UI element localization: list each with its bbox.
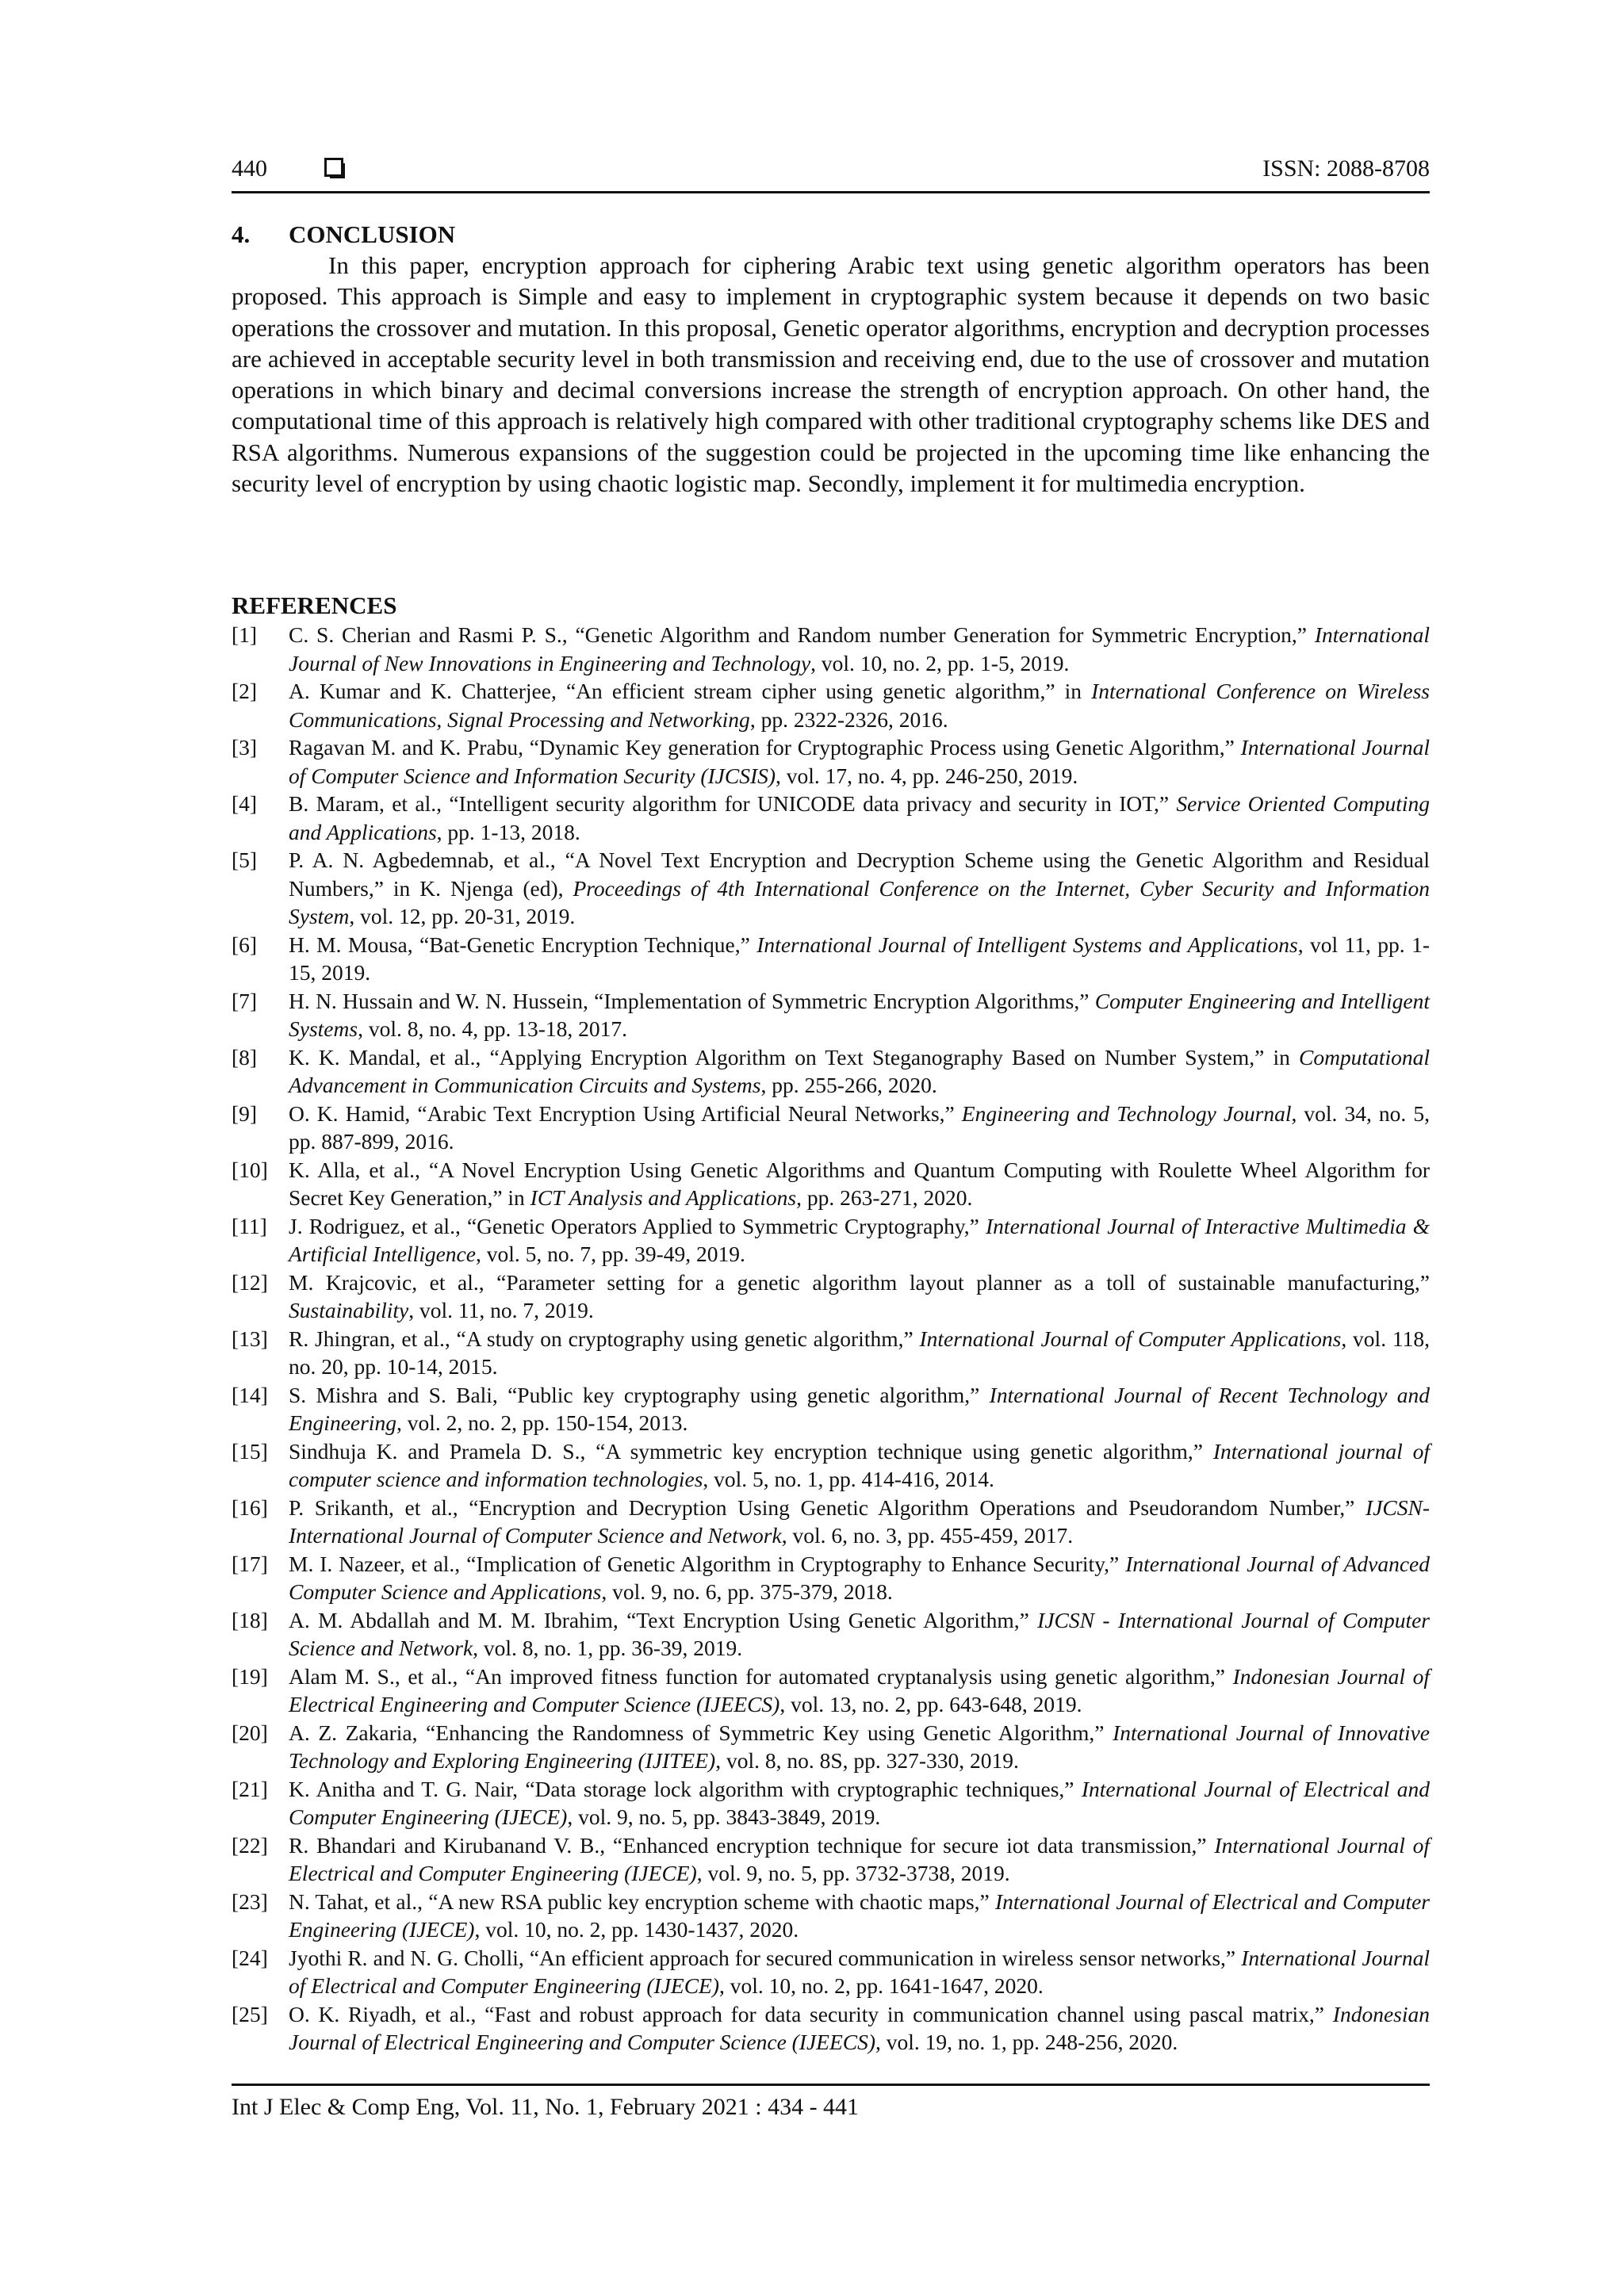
reference-details: , vol. 8, no. 4, pp. 13-18, 2017. bbox=[358, 1016, 628, 1041]
conclusion-section bbox=[232, 220, 1430, 499]
reference-venue: Indonesian Journal of Electrical Engineering and Computer Science (IJEECS) bbox=[289, 1663, 1430, 1716]
reference-number: [4] bbox=[232, 791, 258, 816]
reference-venue: International Journal of Recent Technology and Engineering bbox=[289, 1382, 1431, 1435]
reference-item bbox=[232, 846, 1430, 931]
references-section bbox=[232, 591, 1430, 2057]
reference-venue: International Journal of Electrical and Computer Engineering (IJECE) bbox=[289, 1776, 1430, 1829]
reference-venue: Computational Advancement in Communication Circuits and Systems bbox=[289, 1044, 1430, 1097]
reference-authors-title: P. Srikanth, et al., “Encryption and Decryption Using Genetic Algorithm Operations and Pseudorandom Number,” bbox=[289, 1494, 1366, 1520]
reference-details: , vol. 2, no. 2, pp. 150-154, 2013. bbox=[396, 1410, 688, 1435]
reference-authors-title: C. S. Cherian and Rasmi P. S., “Genetic Algorithm and Random number Generation for Symmetric Encryption,” bbox=[289, 622, 1315, 647]
reference-authors-title: M. Krajcovic, et al., “Parameter setting for a genetic algorithm layout planner as a toll of sustainable manufacturing,” bbox=[289, 1269, 1430, 1295]
reference-text bbox=[289, 1888, 1430, 1944]
reference-item bbox=[232, 1100, 1430, 1156]
footer-citation: Int J Elec & Comp Eng, Vol. 11, No. 1, February 2021 : 434 - 441 bbox=[232, 2094, 860, 2120]
checkbox-square-icon bbox=[324, 158, 343, 177]
reference-text bbox=[289, 1269, 1430, 1325]
reference-authors-title: K. K. Mandal, et al., “Applying Encryption Algorithm on Text Steganography Based on Number System,” in bbox=[289, 1044, 1299, 1070]
reference-details: , vol. 118, no. 20, pp. 10-14, 2015. bbox=[289, 1326, 1430, 1379]
header-issn: ISSN: 2088-8708 bbox=[1262, 155, 1430, 182]
reference-text bbox=[289, 987, 1430, 1043]
reference-venue: Proceedings of 4th International Conference on the Internet, Cyber Security and Information System bbox=[289, 875, 1430, 928]
reference-item bbox=[232, 1381, 1430, 1437]
reference-authors-title: S. Mishra and S. Bali, “Public key cryptography using genetic algorithm,” bbox=[289, 1382, 990, 1407]
reference-item bbox=[232, 1043, 1430, 1100]
reference-details: , vol 11, pp. 1-15, 2019. bbox=[289, 932, 1430, 985]
reference-number: [9] bbox=[232, 1100, 258, 1126]
reference-authors-title: K. Anitha and T. G. Nair, “Data storage lock algorithm with cryptographic techniques,” bbox=[289, 1776, 1082, 1801]
reference-authors-title: R. Bhandari and Kirubanand V. B., “Enhanced encryption technique for secure iot data transmission,” bbox=[289, 1832, 1215, 1858]
reference-number: [10] bbox=[232, 1157, 268, 1182]
reference-item bbox=[232, 1156, 1430, 1212]
reference-text bbox=[289, 1663, 1430, 1719]
reference-text bbox=[289, 1381, 1430, 1437]
references-heading: REFERENCES bbox=[232, 591, 397, 619]
reference-number: [19] bbox=[232, 1663, 268, 1689]
reference-number: [18] bbox=[232, 1607, 268, 1632]
reference-details: , vol. 13, no. 2, pp. 643-648, 2019. bbox=[779, 1692, 1082, 1716]
reference-details: , vol. 9, no. 5, pp. 3732-3738, 2019. bbox=[696, 1861, 1010, 1885]
reference-authors-title: Jyothi R. and N. G. Cholli, “An efficient approach for secured communication in wireless sensor networks,” bbox=[289, 1945, 1242, 1970]
reference-number: [25] bbox=[232, 2001, 268, 2026]
reference-number: [13] bbox=[232, 1326, 268, 1351]
reference-text bbox=[289, 1156, 1430, 1212]
reference-item bbox=[232, 1437, 1430, 1494]
reference-text bbox=[289, 1100, 1430, 1156]
reference-item bbox=[232, 1550, 1430, 1606]
reference-details: , vol. 17, no. 4, pp. 246-250, 2019. bbox=[776, 763, 1078, 788]
reference-text bbox=[289, 931, 1430, 987]
reference-text bbox=[289, 1944, 1430, 2000]
reference-authors-title: O. K. Hamid, “Arabic Text Encryption Using Artificial Neural Networks,” bbox=[289, 1100, 962, 1126]
reference-authors-title: N. Tahat, et al., “A new RSA public key encryption scheme with chaotic maps,” bbox=[289, 1888, 995, 1914]
reference-venue: International Conference on Wireless Communications, Signal Processing and Networking bbox=[289, 679, 1430, 732]
reference-item bbox=[232, 790, 1430, 846]
reference-venue: International Journal of Innovative Technology and Exploring Engineering (IJITEE) bbox=[289, 1720, 1430, 1773]
reference-number: [21] bbox=[232, 1776, 268, 1801]
reference-details: , vol. 10, no. 2, pp. 1430-1437, 2020. bbox=[474, 1917, 799, 1942]
reference-details: , vol. 10, no. 2, pp. 1-5, 2019. bbox=[810, 650, 1070, 675]
reference-authors-title: A. M. Abdallah and M. M. Ibrahim, “Text Encryption Using Genetic Algorithm,” bbox=[289, 1607, 1038, 1632]
reference-text bbox=[289, 1437, 1430, 1494]
reference-authors-title: R. Jhingran, et al., “A study on cryptography using genetic algorithm,” bbox=[289, 1326, 920, 1351]
reference-number: [3] bbox=[232, 735, 258, 760]
reference-venue: IJCSN-International Journal of Computer Science and Network bbox=[289, 1494, 1430, 1548]
reference-authors-title: Ragavan M. and K. Prabu, “Dynamic Key generation for Cryptographic Process using Genetic Algorithm,” bbox=[289, 735, 1241, 760]
reference-details: , vol. 5, no. 7, pp. 39-49, 2019. bbox=[475, 1242, 745, 1266]
reference-number: [2] bbox=[232, 679, 258, 703]
reference-number: [17] bbox=[232, 1551, 268, 1576]
reference-details: , vol. 12, pp. 20-31, 2019. bbox=[349, 904, 576, 928]
reference-venue: International Journal of Computer Applications bbox=[919, 1326, 1342, 1351]
reference-details: , vol. 8, no. 1, pp. 36-39, 2019. bbox=[473, 1636, 743, 1660]
reference-number: [23] bbox=[232, 1888, 268, 1914]
reference-venue: Sustainability bbox=[289, 1298, 409, 1322]
reference-number: [12] bbox=[232, 1269, 268, 1295]
reference-details: , pp. 263-271, 2020. bbox=[796, 1185, 973, 1210]
reference-venue: International journal of computer science and information technologies bbox=[289, 1438, 1431, 1491]
reference-number: [15] bbox=[232, 1438, 268, 1464]
reference-authors-title: A. Kumar and K. Chatterjee, “An efficient stream cipher using genetic algorithm,” in bbox=[289, 679, 1092, 703]
reference-venue: International Journal of Intelligent Systems and Applications bbox=[756, 932, 1298, 957]
reference-authors-title: J. Rodriguez, et al., “Genetic Operators Applied to Symmetric Cryptography,” bbox=[289, 1213, 986, 1238]
reference-number: [1] bbox=[232, 622, 258, 647]
reference-text bbox=[289, 1550, 1430, 1606]
reference-details: , vol. 9, no. 6, pp. 375-379, 2018. bbox=[601, 1579, 893, 1604]
reference-details: , vol. 8, no. 8S, pp. 327-330, 2019. bbox=[715, 1748, 1019, 1773]
reference-item bbox=[232, 677, 1430, 733]
reference-text bbox=[289, 2000, 1430, 2057]
page-header bbox=[232, 153, 1430, 189]
reference-authors-title: Alam M. S., et al., “An improved fitness function for automated cryptanalysis using genetic algorithm,” bbox=[289, 1663, 1233, 1689]
reference-venue: IJCSN - International Journal of Computer Science and Network bbox=[289, 1607, 1430, 1660]
reference-text bbox=[289, 1606, 1430, 1663]
reference-item bbox=[232, 1269, 1430, 1325]
reference-number: [14] bbox=[232, 1382, 268, 1407]
conclusion-number: 4. bbox=[232, 220, 251, 248]
reference-text bbox=[289, 621, 1430, 677]
reference-item bbox=[232, 1888, 1430, 1944]
reference-item bbox=[232, 1719, 1430, 1775]
reference-number: [16] bbox=[232, 1494, 268, 1520]
reference-item bbox=[232, 1663, 1430, 1719]
reference-details: , vol. 34, no. 5, pp. 887-899, 2016. bbox=[289, 1100, 1430, 1154]
reference-venue: International Journal of Electrical and Computer Engineering (IJECE) bbox=[289, 1945, 1430, 1998]
reference-text bbox=[289, 1494, 1430, 1550]
reference-details: , vol. 9, no. 5, pp. 3843-3849, 2019. bbox=[567, 1804, 881, 1829]
reference-details: , vol. 19, no. 1, pp. 248-256, 2020. bbox=[875, 2030, 1178, 2054]
reference-authors-title: P. A. N. Agbedemnab, et al., “A Novel Text Encryption and Decryption Scheme using the Genetic Algorithm and Residual Numbers,” in K. Njenga (ed), bbox=[289, 848, 1430, 901]
reference-venue: Indonesian Journal of Electrical Engineering and Computer Science (IJEECS) bbox=[289, 2001, 1430, 2054]
reference-item bbox=[232, 733, 1430, 790]
reference-item bbox=[232, 1775, 1430, 1831]
reference-item bbox=[232, 1325, 1430, 1381]
reference-authors-title: H. M. Mousa, “Bat-Genetic Encryption Technique,” bbox=[289, 932, 757, 957]
conclusion-body: In this paper, encryption approach for ciphering Arabic text using genetic algorithm operators has been proposed. This approach is Simple and easy to implement in cryptographic system because it depends on two basic operations the crossover and mutation. In this proposal, Genetic operator algorithms, encryption and decryption processes are achieved in acceptable security level in both transmission and receiving end, due to the use of crossover and mutation operations in which binary and decimal conversions increase the strength of encryption approach. On other hand, the computational time of this approach is relatively high compared with other traditional cryptography schems like DES and RSA algorithms. Numerous expansions of the suggestion could be projected in the upcoming time like enhancing the security level of encryption by using chaotic logistic map. Secondly, implement it for multimedia encryption. bbox=[232, 251, 1430, 498]
reference-authors-title: O. K. Riyadh, et al., “Fast and robust approach for data security in communication channel using pascal matrix,” bbox=[289, 2001, 1333, 2026]
reference-authors-title: M. I. Nazeer, et al., “Implication of Genetic Algorithm in Cryptography to Enhance Security,” bbox=[289, 1551, 1126, 1576]
reference-text bbox=[289, 846, 1430, 931]
reference-details: , pp. 2322-2326, 2016. bbox=[749, 706, 948, 732]
reference-authors-title: H. N. Hussain and W. N. Hussein, “Implementation of Symmetric Encryption Algorithms,” bbox=[289, 988, 1095, 1013]
header-rule bbox=[232, 191, 1430, 193]
reference-item bbox=[232, 1606, 1430, 1663]
reference-venue: Service Oriented Computing and Applications bbox=[289, 791, 1430, 844]
reference-details: , vol. 10, no. 2, pp. 1641-1647, 2020. bbox=[719, 1973, 1044, 1998]
reference-venue: International Journal of Electrical and Computer Engineering (IJECE) bbox=[289, 1832, 1431, 1885]
header-page-number: 440 bbox=[232, 155, 267, 182]
reference-item bbox=[232, 987, 1430, 1043]
references-list bbox=[232, 621, 1430, 2057]
reference-text bbox=[289, 1775, 1430, 1831]
reference-number: [7] bbox=[232, 988, 258, 1013]
reference-details: , vol. 6, no. 3, pp. 455-459, 2017. bbox=[781, 1523, 1074, 1548]
reference-details: , vol. 11, no. 7, 2019. bbox=[408, 1298, 594, 1322]
reference-text bbox=[289, 733, 1430, 790]
reference-authors-title: Sindhuja K. and Pramela D. S., “A symmetric key encryption technique using genetic algorithm,” bbox=[289, 1438, 1213, 1464]
reference-item bbox=[232, 1212, 1430, 1269]
reference-venue: Engineering and Technology Journal bbox=[961, 1100, 1292, 1126]
reference-number: [5] bbox=[232, 848, 258, 872]
reference-item bbox=[232, 2000, 1430, 2057]
reference-venue: International Journal of New Innovations in Engineering and Technology bbox=[289, 622, 1430, 675]
conclusion-title: CONCLUSION bbox=[289, 220, 456, 248]
reference-text bbox=[289, 677, 1430, 733]
reference-text bbox=[289, 1212, 1430, 1269]
reference-details: , pp. 1-13, 2018. bbox=[436, 819, 580, 844]
footer-rule bbox=[232, 2084, 1430, 2086]
reference-authors-title: B. Maram, et al., “Intelligent security algorithm for UNICODE data privacy and security in IOT,” bbox=[289, 791, 1177, 816]
reference-number: [11] bbox=[232, 1213, 267, 1238]
reference-number: [20] bbox=[232, 1720, 268, 1745]
reference-authors-title: K. Alla, et al., “A Novel Encryption Using Genetic Algorithms and Quantum Computing with Roulette Wheel Algorithm for Secret Key Generation,” in bbox=[289, 1157, 1430, 1210]
reference-venue: ICT Analysis and Applications bbox=[530, 1185, 797, 1210]
conclusion-heading bbox=[232, 220, 1430, 250]
reference-number: [8] bbox=[232, 1044, 258, 1070]
reference-text bbox=[289, 1325, 1430, 1381]
reference-item bbox=[232, 1831, 1430, 1888]
reference-venue: International Journal of Advanced Computer Science and Applications bbox=[289, 1551, 1430, 1604]
reference-details: , pp. 255-266, 2020. bbox=[760, 1073, 937, 1097]
reference-item bbox=[232, 1494, 1430, 1550]
reference-venue: Computer Engineering and Intelligent Systems bbox=[289, 988, 1430, 1041]
reference-text bbox=[289, 790, 1430, 846]
reference-number: [6] bbox=[232, 932, 258, 957]
reference-number: [22] bbox=[232, 1832, 268, 1858]
reference-venue: International Journal of Computer Science and Information Security (IJCSIS) bbox=[289, 735, 1430, 788]
reference-venue: International Journal of Electrical and Computer Engineering (IJECE) bbox=[289, 1888, 1430, 1942]
reference-text bbox=[289, 1831, 1430, 1888]
reference-text bbox=[289, 1719, 1430, 1775]
reference-text bbox=[289, 1043, 1430, 1100]
reference-item bbox=[232, 621, 1430, 677]
reference-item bbox=[232, 1944, 1430, 2000]
reference-number: [24] bbox=[232, 1945, 268, 1970]
reference-details: , vol. 5, no. 1, pp. 414-416, 2014. bbox=[703, 1467, 994, 1491]
reference-authors-title: A. Z. Zakaria, “Enhancing the Randomness of Symmetric Key using Genetic Algorithm,” bbox=[289, 1720, 1113, 1745]
reference-venue: International Journal of Interactive Multimedia & Artificial Intelligence bbox=[289, 1213, 1430, 1266]
reference-item bbox=[232, 931, 1430, 987]
